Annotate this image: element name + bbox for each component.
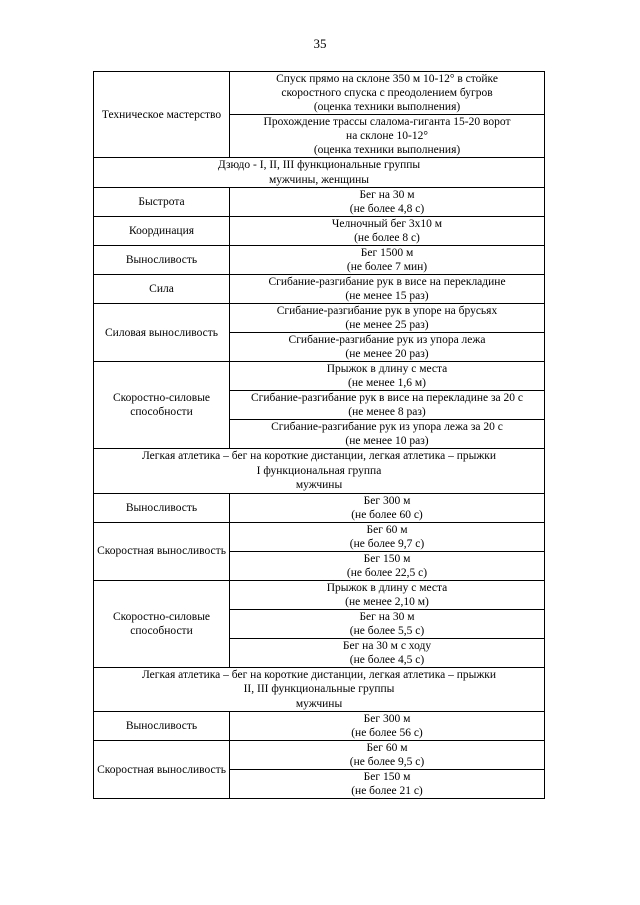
test-cell [230,493,545,522]
test-line: Сгибание-разгибание рук в висе на перекладине [268,276,506,288]
table-row [94,188,545,217]
test-line: (не более 60 с) [351,508,423,521]
test-cell [230,72,545,115]
test-line: Бег на 30 м [359,610,415,623]
test-line: Челночный бег 3x10 м [331,218,443,230]
test-cell [230,580,545,609]
section-header [94,449,545,494]
quality-category: Выносливость [94,712,230,741]
table-row [94,362,545,391]
test-line: Прыжок в длину с места [326,363,448,375]
table-row [94,712,545,741]
test-cell [230,551,545,580]
test-line: (не более 22,5 с) [346,566,428,579]
quality-category: Техническое мастерство [94,72,230,158]
test-line: Сгибание-разгибание рук в упоре на брусьях [276,305,498,317]
test-line: (не менее 1,6 м) [348,377,426,389]
table-row [94,246,545,275]
test-line: Бег 150 м [363,552,411,565]
table-row [94,217,545,246]
test-cell [230,115,545,158]
test-line: (не более 21 с) [351,785,423,797]
test-line: (не более 4,5 с) [349,653,425,666]
quality-category: Скоростно-силовые способности [94,362,230,449]
test-line: Бег 1500 м [360,247,414,259]
section-header [94,158,545,188]
table-row [94,275,545,304]
test-line: Спуск прямо на склоне 350 м 10-12° в стойке [276,73,498,85]
quality-category: Скоростно-силовые способности [94,580,230,667]
table-row [94,741,545,770]
test-line: (не менее 2,10 м) [345,595,429,608]
section-header-line: мужчины [295,479,343,491]
test-cell [230,246,545,275]
table-row [94,522,545,551]
test-line: Сгибание-разгибание рук из упора лежа за 20 с [271,421,503,433]
test-cell [230,712,545,741]
section-header-line: I функциональная группа [256,464,382,477]
test-line: Сгибание-разгибание рук из упора лежа [288,334,486,346]
section-header-line: Легкая атлетика – бег на короткие дистанции, легкая атлетика – прыжки [141,668,497,681]
section-header-row [94,667,545,712]
test-line: (не более 56 с) [351,727,423,739]
test-line: Бег 300 м [363,713,411,725]
test-cell [230,275,545,304]
test-line: Бег 60 м [366,523,408,536]
quality-category: Быстрота [94,188,230,217]
test-line: (не менее 8 раз) [348,406,426,418]
test-line: (не более 4,8 с) [349,203,425,215]
test-line: (не менее 20 раз) [345,348,429,360]
test-cell [230,638,545,667]
standards-table-body [94,72,545,799]
standards-table [93,71,545,799]
test-cell [230,304,545,333]
table-row [94,493,545,522]
table-row [94,580,545,609]
test-line: (оценка техники выполнения) [313,144,461,156]
test-cell [230,609,545,638]
test-cell [230,333,545,362]
quality-category: Выносливость [94,246,230,275]
section-header-row [94,158,545,188]
test-line: Бег 60 м [366,742,408,754]
test-line: Бег 300 м [363,494,411,507]
test-cell [230,391,545,420]
test-line: (оценка техники выполнения) [313,101,461,113]
test-cell [230,522,545,551]
quality-category: Скоростная выносливость [94,741,230,799]
test-line: на склоне 10-12° [346,130,428,142]
section-header-line: мужчины, женщины [268,173,370,186]
quality-category: Скоростная выносливость [94,522,230,580]
test-line: Сгибание-разгибание рук в висе на перекладине за 20 с [251,392,523,404]
section-header-line: Легкая атлетика – бег на короткие дистанции, легкая атлетика – прыжки [141,450,497,462]
table-row [94,304,545,333]
test-line: Прохождение трассы слалома-гиганта 15-20 ворот [263,116,511,128]
test-line: Бег на 30 м с ходу [342,639,432,652]
quality-category: Выносливость [94,493,230,522]
test-cell [230,420,545,449]
test-cell [230,770,545,799]
test-line: Прыжок в длину с места [326,581,448,594]
test-cell [230,741,545,770]
quality-category: Координация [94,217,230,246]
section-header-line: Дзюдо - I, II, III функциональные группы [217,159,421,171]
test-line: (не менее 25 раз) [345,319,429,331]
test-line: (не менее 15 раз) [345,290,429,302]
test-line: (не более 9,7 с) [349,537,425,550]
table-row [94,72,545,115]
test-line: (не более 8 с) [354,232,420,244]
section-header [94,667,545,712]
test-line: (не более 7 мин) [346,261,428,273]
test-line: скоростного спуска с преодолением бугров [281,87,493,99]
test-line: Бег 150 м [363,771,411,783]
test-cell [230,362,545,391]
test-line: Бег на 30 м [359,189,415,201]
test-line: (не менее 10 раз) [345,435,429,447]
quality-category: Сила [94,275,230,304]
quality-category: Силовая выносливость [94,304,230,362]
section-header-line: мужчины [295,697,343,710]
test-line: (не более 5,5 с) [349,624,425,637]
test-cell [230,188,545,217]
page-number: 35 [313,36,327,51]
section-header-line: II, III функциональные группы [243,683,395,695]
test-cell [230,217,545,246]
section-header-row [94,449,545,494]
test-line: (не более 9,5 с) [349,756,425,768]
